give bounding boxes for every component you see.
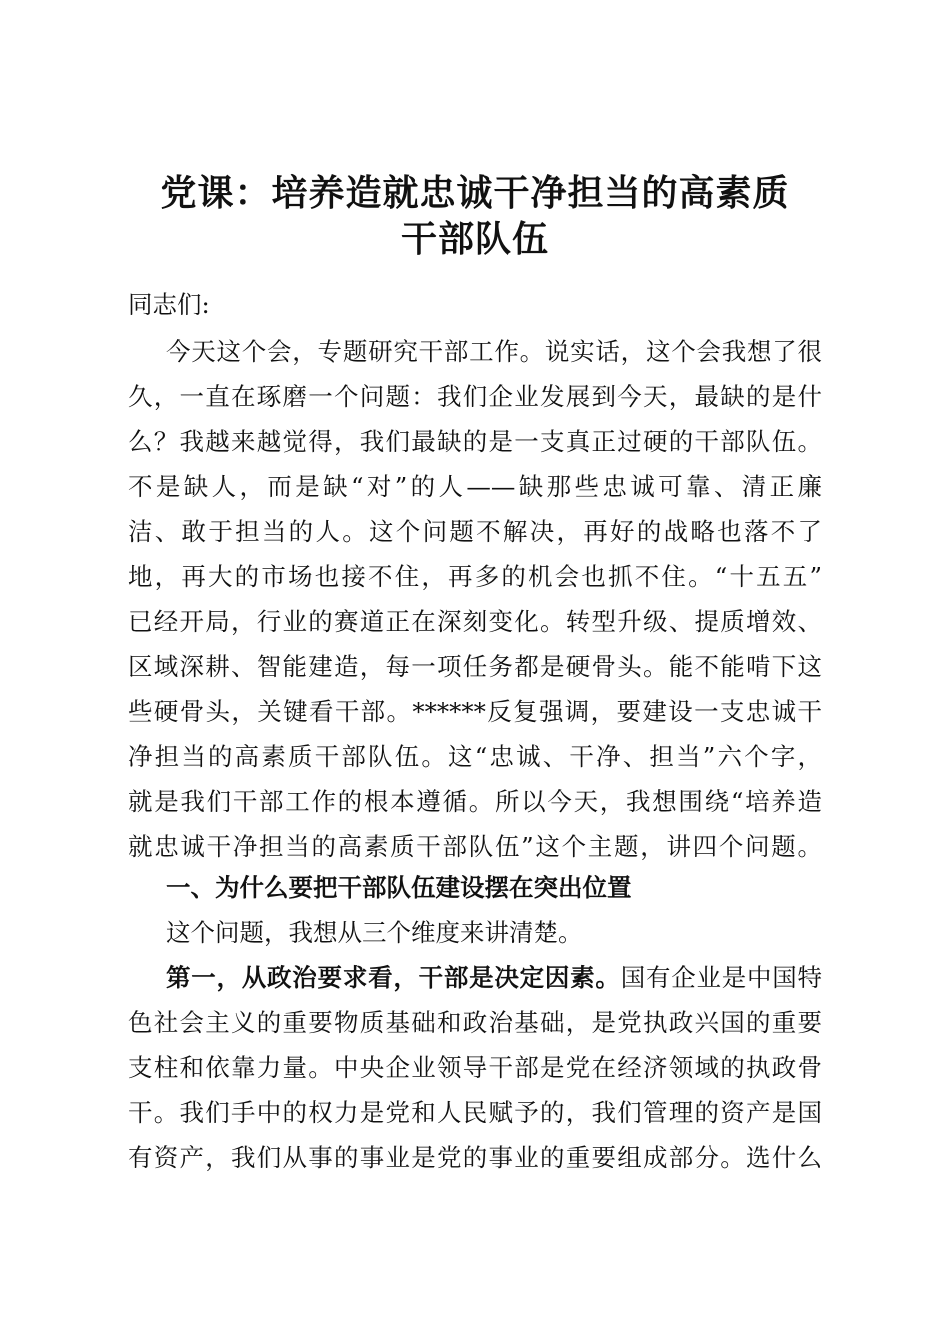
- point-1-line: 干。我们手中的权力是党和人民赋予的，我们管理的资产是国: [128, 1098, 822, 1127]
- point-1-first-line: [166, 955, 822, 1000]
- intro-line: 些硬骨头，关键看干部。******反复强调，要建设一支忠诚干: [128, 697, 822, 726]
- document-title-line-1: 党课：培养造就忠诚干净担当的高素质: [160, 172, 790, 214]
- salutation: 同志们:: [128, 290, 210, 319]
- intro-line: 久，一直在琢磨一个问题：我们企业发展到今天，最缺的是什: [128, 382, 822, 411]
- point-1-line: 支柱和依靠力量。中央企业领导干部是党在经济领域的执政骨: [128, 1053, 822, 1082]
- intro-line: 地，再大的市场也接不住，再多的机会也抓不住。“十五五”: [128, 562, 822, 591]
- intro-line: 不是缺人，而是缺“对”的人——缺那些忠诚可靠、清正廉: [128, 472, 822, 501]
- intro-line: 么？我越来越觉得，我们最缺的是一支真正过硬的干部队伍。: [128, 427, 822, 456]
- intro-line: 已经开局，行业的赛道正在深刻变化。转型升级、提质增效、: [128, 607, 822, 636]
- section-1-intro: 这个问题，我想从三个维度来讲清楚。: [166, 918, 583, 947]
- point-1-rest: 国有企业是中国特: [620, 963, 822, 992]
- intro-line: 就忠诚干净担当的高素质干部队伍”这个主题，讲四个问题。: [128, 832, 822, 861]
- intro-line: 区域深耕、智能建造，每一项任务都是硬骨头。能不能啃下这: [128, 652, 822, 681]
- intro-line: 就是我们干部工作的根本遵循。所以今天，我想围绕“培养造: [128, 787, 822, 816]
- intro-line: 净担当的高素质干部队伍。这“忠诚、干净、担当”六个字，: [128, 742, 822, 771]
- section-1-heading: 一、为什么要把干部队伍建设摆在突出位置: [166, 873, 632, 902]
- point-1-line: 有资产，我们从事的事业是党的事业的重要组成部分。选什么: [128, 1143, 822, 1172]
- point-1-line: 色社会主义的重要物质基础和政治基础，是党执政兴国的重要: [128, 1008, 822, 1037]
- intro-line: 洁、敢于担当的人。这个问题不解决，再好的战略也落不了: [128, 517, 822, 546]
- point-1-lead: 第一，从政治要求看，干部是决定因素。: [166, 963, 621, 992]
- intro-line: 今天这个会，专题研究干部工作。说实话，这个会我想了很: [166, 337, 822, 366]
- document-title-line-2: 干部队伍: [400, 218, 549, 260]
